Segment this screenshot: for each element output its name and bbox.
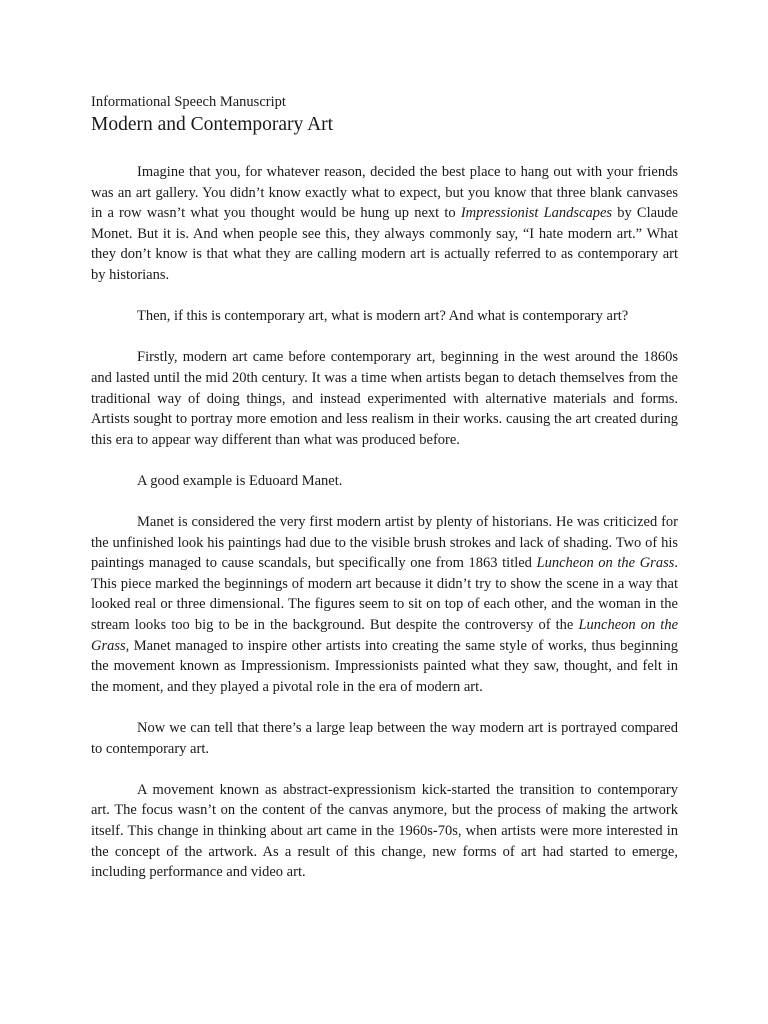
paragraph-manet (91, 512, 678, 697)
document-title: Modern and Contemporary Art (91, 114, 334, 135)
document-body (91, 162, 678, 883)
paragraph-intro-text-end: by Claude Monet. But it is. And when people see this, they always commonly say, “I hate modern art.” What they don’t know is that what they are calling modern art is actually referred to as contemporary art by historians. (91, 205, 678, 283)
paragraph-manet-text-c: , Manet managed to inspire other artists into creating the same style of works, thus beginning the movement known as Impressionism. Impressionists painted what they saw, thought, and felt in the moment, and they played a pivotal role in the era of modern art. (91, 637, 678, 695)
paragraph-modern-art: Firstly, modern art came before contemporary art, beginning in the west around the 1860s and lasted until the mid 20th century. It was a time when artists began to detach themselves from the traditional way of doing things, and instead experimented with alternative materials and forms. Artists sought to portray more emotion and less realism in their works. causing the art created during this era to appear way different than what was produced before. (91, 349, 678, 448)
document-label: Informational Speech Manuscript (91, 94, 286, 110)
paragraph-contemporary-art: A movement known as abstract-expressionism kick-started the transition to contemporary art. The focus wasn’t on the content of the canvas anymore, but the process of making the artwork itself. This change in thinking about art came in the 1960s-70s, when artists were more interested in the concept of the artwork. As a result of this change, new forms of art had started to emerge, including performance and video art. (91, 781, 678, 881)
paragraph-intro (91, 162, 678, 286)
paragraph-question: Then, if this is contemporary art, what is modern art? And what is contemporary art? (137, 308, 629, 325)
paragraph-manet-example: A good example is Eduoard Manet. (137, 472, 343, 489)
artwork-title-luncheon-2: Luncheon on the Grass (91, 617, 679, 654)
paragraph-manet-text-a: Manet is considered the very first modern artist by plenty of historians. He was criticized for the unfinished look his paintings had due to the visible brush strokes and lack of shading. Two of his paintings managed to cause scandals, but specifically one from 1863 titled (91, 514, 678, 572)
paragraph-manet-text-b: . This piece marked the beginnings of modern art because it didn’t try to show the scene in a way that looked real or three dimensional. The figures seem to sit on top of each other, and the woman in the stream looks too big to be in the background. But despite the controversy of the (91, 555, 678, 634)
document-content (91, 93, 678, 883)
paragraph-intro-text-start: Imagine that you, for whatever reason, decided the best place to hang out with your friends was an art gallery. You didn’t know exactly what to expect, but you know that three blank canvases in a row wasn’t what you thought would be hung up next to (91, 164, 678, 222)
paragraph-transition: Now we can tell that there’s a large leap between the way modern art is portrayed compared to contemporary art. (91, 720, 678, 757)
artwork-title-luncheon-1: Luncheon on the Grass (536, 555, 675, 572)
artwork-title-impressionist-landscapes: Impressionist Landscapes (460, 205, 613, 222)
